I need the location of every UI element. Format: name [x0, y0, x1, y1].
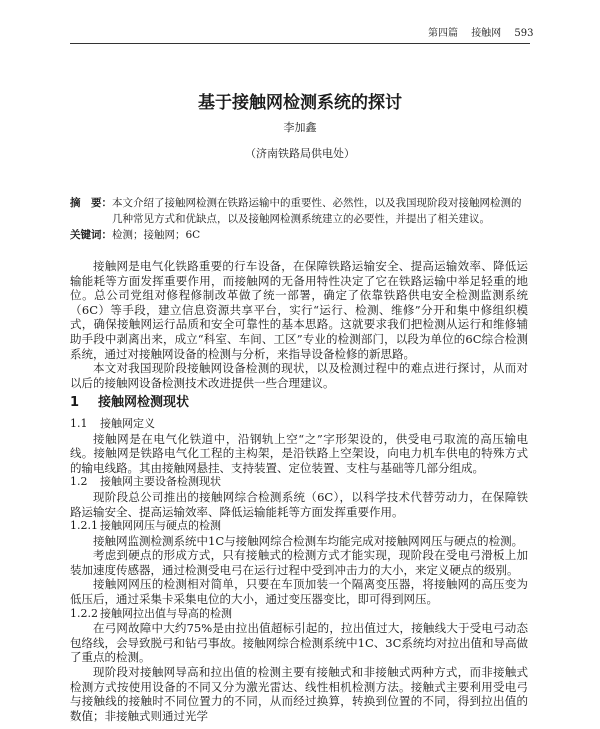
affiliation: （济南铁路局供电处） — [245, 147, 355, 160]
paragraph: 考虑到硬点的形成方式，只有接触式的检测方式才能实现，现阶段在受电弓滑板上加装加速度传感器，通过检测受电弓在运行过程中受到冲击力的大小，来定义硬点的级别。 — [70, 548, 528, 577]
subsection-heading — [70, 417, 528, 432]
subsection-number: 1.2.1 — [70, 519, 98, 533]
subsection-number: 1.2 — [70, 475, 88, 489]
section-number: 1 — [70, 395, 80, 411]
paper-title: 基于接触网检测系统的探讨 — [198, 93, 402, 113]
intro-paragraph: 接触网是电气化铁路重要的行车设备，在保障铁路运输安全、提高运输效率、降低运输能耗等方面发挥重要作用，而接触网的无备用特性决定了它在铁路运输中举足轻重的地位。总公司党组对修程修制改革做了统一部署，确定了依靠铁路供电安全检测监测系统（6C）等手段，建立信息资源共享平台，实行“运行、检测、维修”分开和集中修组织模式，确保接触网运行品质和安全可靠性的基本思路。这就要求我们把检测从运行和维修辅助手段中剥离出来，成立“科室、车间、工区”专业的检测部门，以段为单位的6C综合检测系统，通过对接触网设备的检测与分析，来指导设备检修的新思路。 — [70, 259, 528, 361]
paragraph: 现阶段总公司推出的接触网综合检测系统（6C），以科学技术代替劳动力，在保障铁路运输安全、提高运输效率、降低运输能耗等方面发挥重要作用。 — [70, 489, 528, 519]
paragraph: 在弓网故障中大约75%是由拉出值超标引起的，拉出值过大，接触线大于受电弓动态包络线，会导致脱弓和钻弓事故。接触网综合检测系统中1C、3C系统均对拉出值和导高做了重点的检测。 — [70, 621, 528, 665]
header-section: 接触网 — [471, 28, 502, 39]
subsection-title: 接触网定义 — [100, 416, 155, 430]
subsection-number: 1.2.2 — [70, 606, 98, 620]
keywords-label: 关键词： — [70, 229, 112, 241]
subsection-title: 接触网拉出值与导高的检测 — [100, 606, 232, 620]
section-heading — [70, 396, 528, 411]
paragraph: 接触网是在电气化铁道中，沿钢轨上空“之”字形架设的，供受电弓取流的高压输电线。接触网是铁路电气化工程的主构架，是沿铁路上空架设，向电力机车供电的特殊方式的输电线路。其由接触网悬挂、支持装置、定位装置、支柱与基础等几部分组成。 — [70, 431, 528, 475]
abstract-label: 摘 要： — [70, 197, 112, 209]
page-number: 593 — [514, 28, 534, 39]
paragraph: 接触网网压的检测相对简单，只要在车顶加装一个隔离变压器，将接触网的高压变为低压后，通过采集卡采集电位的大小，通过变压器变比，即可得到网压。 — [70, 577, 528, 607]
author: 李加鑫 — [283, 121, 317, 134]
section-title: 接触网检测现状 — [98, 395, 190, 411]
paragraph: 接触网监测检测系统中1C与接触网综合检测车均能完成对接触网网压与硬点的检测。 — [93, 533, 524, 548]
subsection-heading — [70, 607, 528, 622]
running-header — [428, 24, 543, 39]
body-text — [70, 259, 528, 723]
subsection-title: 接触网主要设备检测现状 — [100, 475, 221, 489]
subsection-title: 接触网网压与硬点的检测 — [100, 519, 221, 533]
paragraph: 现阶段对接触网导高和拉出值的检测主要有接触式和非接触式两种方式，而非接触式检测方式按使用设备的不同又分为激光雷达、线性相机检测方法。接触式主要利用受电弓与接触线的接触时不同位置力的不同，从而经过换算，转换到位置的不同，得到拉出值的数值；非接触式则通过光学 — [70, 665, 528, 723]
subsection-heading — [70, 475, 528, 490]
keywords-text: 检测；接触网；6C — [112, 229, 201, 241]
abstract-text: 本文介绍了接触网检测在铁路运输中的重要性、必然性，以及我国现阶段对接触网检测的几种常见方式和优缺点，以及接触网检测系统建立的必要性，并提出了相关建议。 — [112, 197, 522, 225]
subsection-heading — [70, 519, 528, 534]
subsection-number: 1.1 — [70, 416, 88, 430]
abstract-block — [70, 195, 530, 243]
header-chapter: 第四篇 — [428, 28, 458, 39]
intro-paragraph: 本文对我国现阶段接触网设备检测的现状，以及检测过程中的难点进行探讨，从而对以后的接触网设备检测技术改进提供一些合理建议。 — [70, 361, 528, 390]
header-rule — [70, 43, 530, 44]
